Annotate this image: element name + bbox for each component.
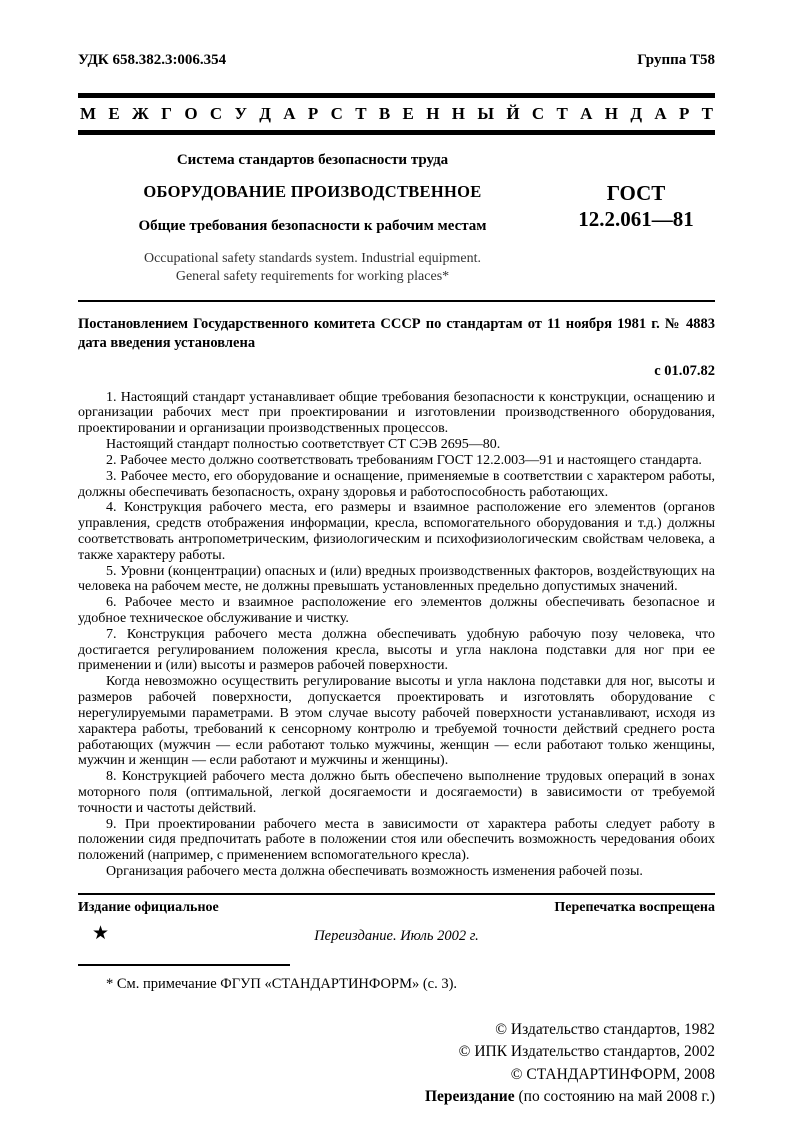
english-title-line1: Occupational safety standards system. Industrial equipment. [143, 251, 482, 266]
reissue-note: Переиздание. Июль 2002 г. [314, 927, 479, 944]
top-codes-row [78, 52, 715, 69]
gost-label: ГОСТ [606, 181, 666, 205]
star-icon: ★ [92, 922, 110, 944]
reissue-row [78, 920, 715, 950]
official-edition-label: Издание официальное [78, 899, 219, 915]
header-divider [78, 300, 715, 302]
paragraph-5: 5. Уровни (концентрации) опасных и (или) вредных производственных факторов, воздействующих на человека на рабочем месте, не должны превышать установленных предельно допустимых значений. [78, 563, 715, 595]
paragraph-3: 3. Рабочее место, его оборудование и оснащение, применяемые в соответствии с характером работы, должны обеспечивать безопасность, охрану здоровья и работоспособность работающих. [78, 468, 715, 500]
header-titles [78, 150, 557, 286]
paragraph-8: 8. Конструкцией рабочего места должно быть обеспечено выполнение трудовых операций в зонах моторного поля (оптимальной, легкой досягаемости и досягаемости) в зависимости от требуемой точности и частоты действий. [78, 769, 715, 816]
standard-banner [78, 93, 715, 135]
copyright-line-2008: © СТАНДАРТИНФОРМ, 2008 [510, 1065, 715, 1083]
document-subtitle: Общие требования безопасности к рабочим местам [138, 218, 487, 234]
copyright-line-1982: © Издательство стандартов, 1982 [495, 1020, 715, 1038]
gost-number: 12.2.061—81 [578, 207, 694, 232]
effective-date: с 01.07.82 [654, 362, 715, 379]
paragraph-1a: Настоящий стандарт полностью соответствует СТ СЭВ 2695—80. [106, 437, 501, 453]
footer-labels-row [78, 900, 715, 916]
paragraph-7: 7. Конструкция рабочего места должна обеспечивать удобную рабочую позу человека, что достигается регулированием положения кресла, высоты и угла наклона подставки для ног при ее применении и (или) высоты и размеров рабочей поверхности. [78, 626, 715, 674]
reissue-status-line [78, 1086, 715, 1108]
footnote-divider [78, 964, 290, 966]
standards-system-name: Система стандартов безопасности труда [176, 152, 449, 168]
paragraph-2: 2. Рабочее место должно соответствовать требованиям ГОСТ 12.2.003—91 и настоящего стандарта. [106, 452, 702, 468]
copyright-block [78, 1019, 715, 1109]
reprint-forbidden-label: Перепечатка воспрещена [554, 899, 715, 915]
paragraph-1: 1. Настоящий стандарт устанавливает общие требования безопасности к конструкции, оснащению и организации рабочих мест при проектировании и изготовлении производственного оборудования, проектировании и организации производственных процессов. [78, 389, 715, 437]
english-title-line2: General safety requirements for working places* [175, 269, 450, 285]
group-code: Группа Т58 [637, 52, 715, 68]
gost-number-block [557, 150, 715, 286]
decree-text: Постановлением Государственного комитета СССР по стандартам от 11 ноября 1981 г. № 4883 дата введения установлена [78, 316, 715, 351]
document-body [78, 390, 715, 880]
footer-divider [78, 893, 715, 895]
footnote-text: * См. примечание ФГУП «СТАНДАРТИНФОРМ» (с. 3). [106, 975, 458, 992]
paragraph-9a: Организация рабочего места должна обеспечивать возможность изменения рабочей позы. [106, 864, 643, 879]
udk-code: УДК 658.382.3:006.354 [78, 52, 227, 68]
reissue-date-detail: (по состоянию на май 2008 г.) [514, 1088, 715, 1106]
reissue-word: Переиздание [424, 1088, 515, 1106]
interstate-standard-title: М Е Ж Г О С У Д А Р С Т В Е Н Н Ы Й С Т А Н Д А Р Т [80, 104, 713, 123]
paragraph-6: 6. Рабочее место и взаимное расположение его элементов должны обеспечивать безопасное и удобное техническое обслуживание и чистку. [78, 595, 715, 626]
paragraph-4: 4. Конструкция рабочего места, его размеры и взаимное расположение его элементов (органов управления, средств отображения информации, кресла, вспомогательного оборудования и т.д.) должны соответствовать антропометрическим, физиологическим и психофизиологическим свойствам человека, а также характеру работы. [78, 500, 715, 563]
paragraph-7a: Когда невозможно осуществить регулирование высоты и угла наклона подставки для ног, высоты и размеров рабочей поверхности, допускается проектировать и изготовлять оборудование с нерегулируемыми параметрами. В этом случае высоту рабочей поверхности устанавливают, исходя из характера работы, требований к сенсорному контролю и требуемой точности действий среднего роста работающих (мужчин — если работают только мужчины, женщин — если работают только женщины, мужчин и женщин — если работают и мужчины и женщины). [78, 674, 715, 769]
english-title-block [78, 250, 547, 286]
copyright-line-2002: © ИПК Издательство стандартов, 2002 [458, 1043, 715, 1061]
paragraph-9: 9. При проектировании рабочего места в зависимости от характера работы следует работу в положении сидя предпочитать работе в положении стоя или обеспечить возможность чередования обоих положений (например, с применением вспомогательного кресла). [78, 816, 715, 864]
document-title: ОБОРУДОВАНИЕ ПРОИЗВОДСТВЕННОЕ [143, 182, 482, 201]
document-header [78, 150, 715, 286]
